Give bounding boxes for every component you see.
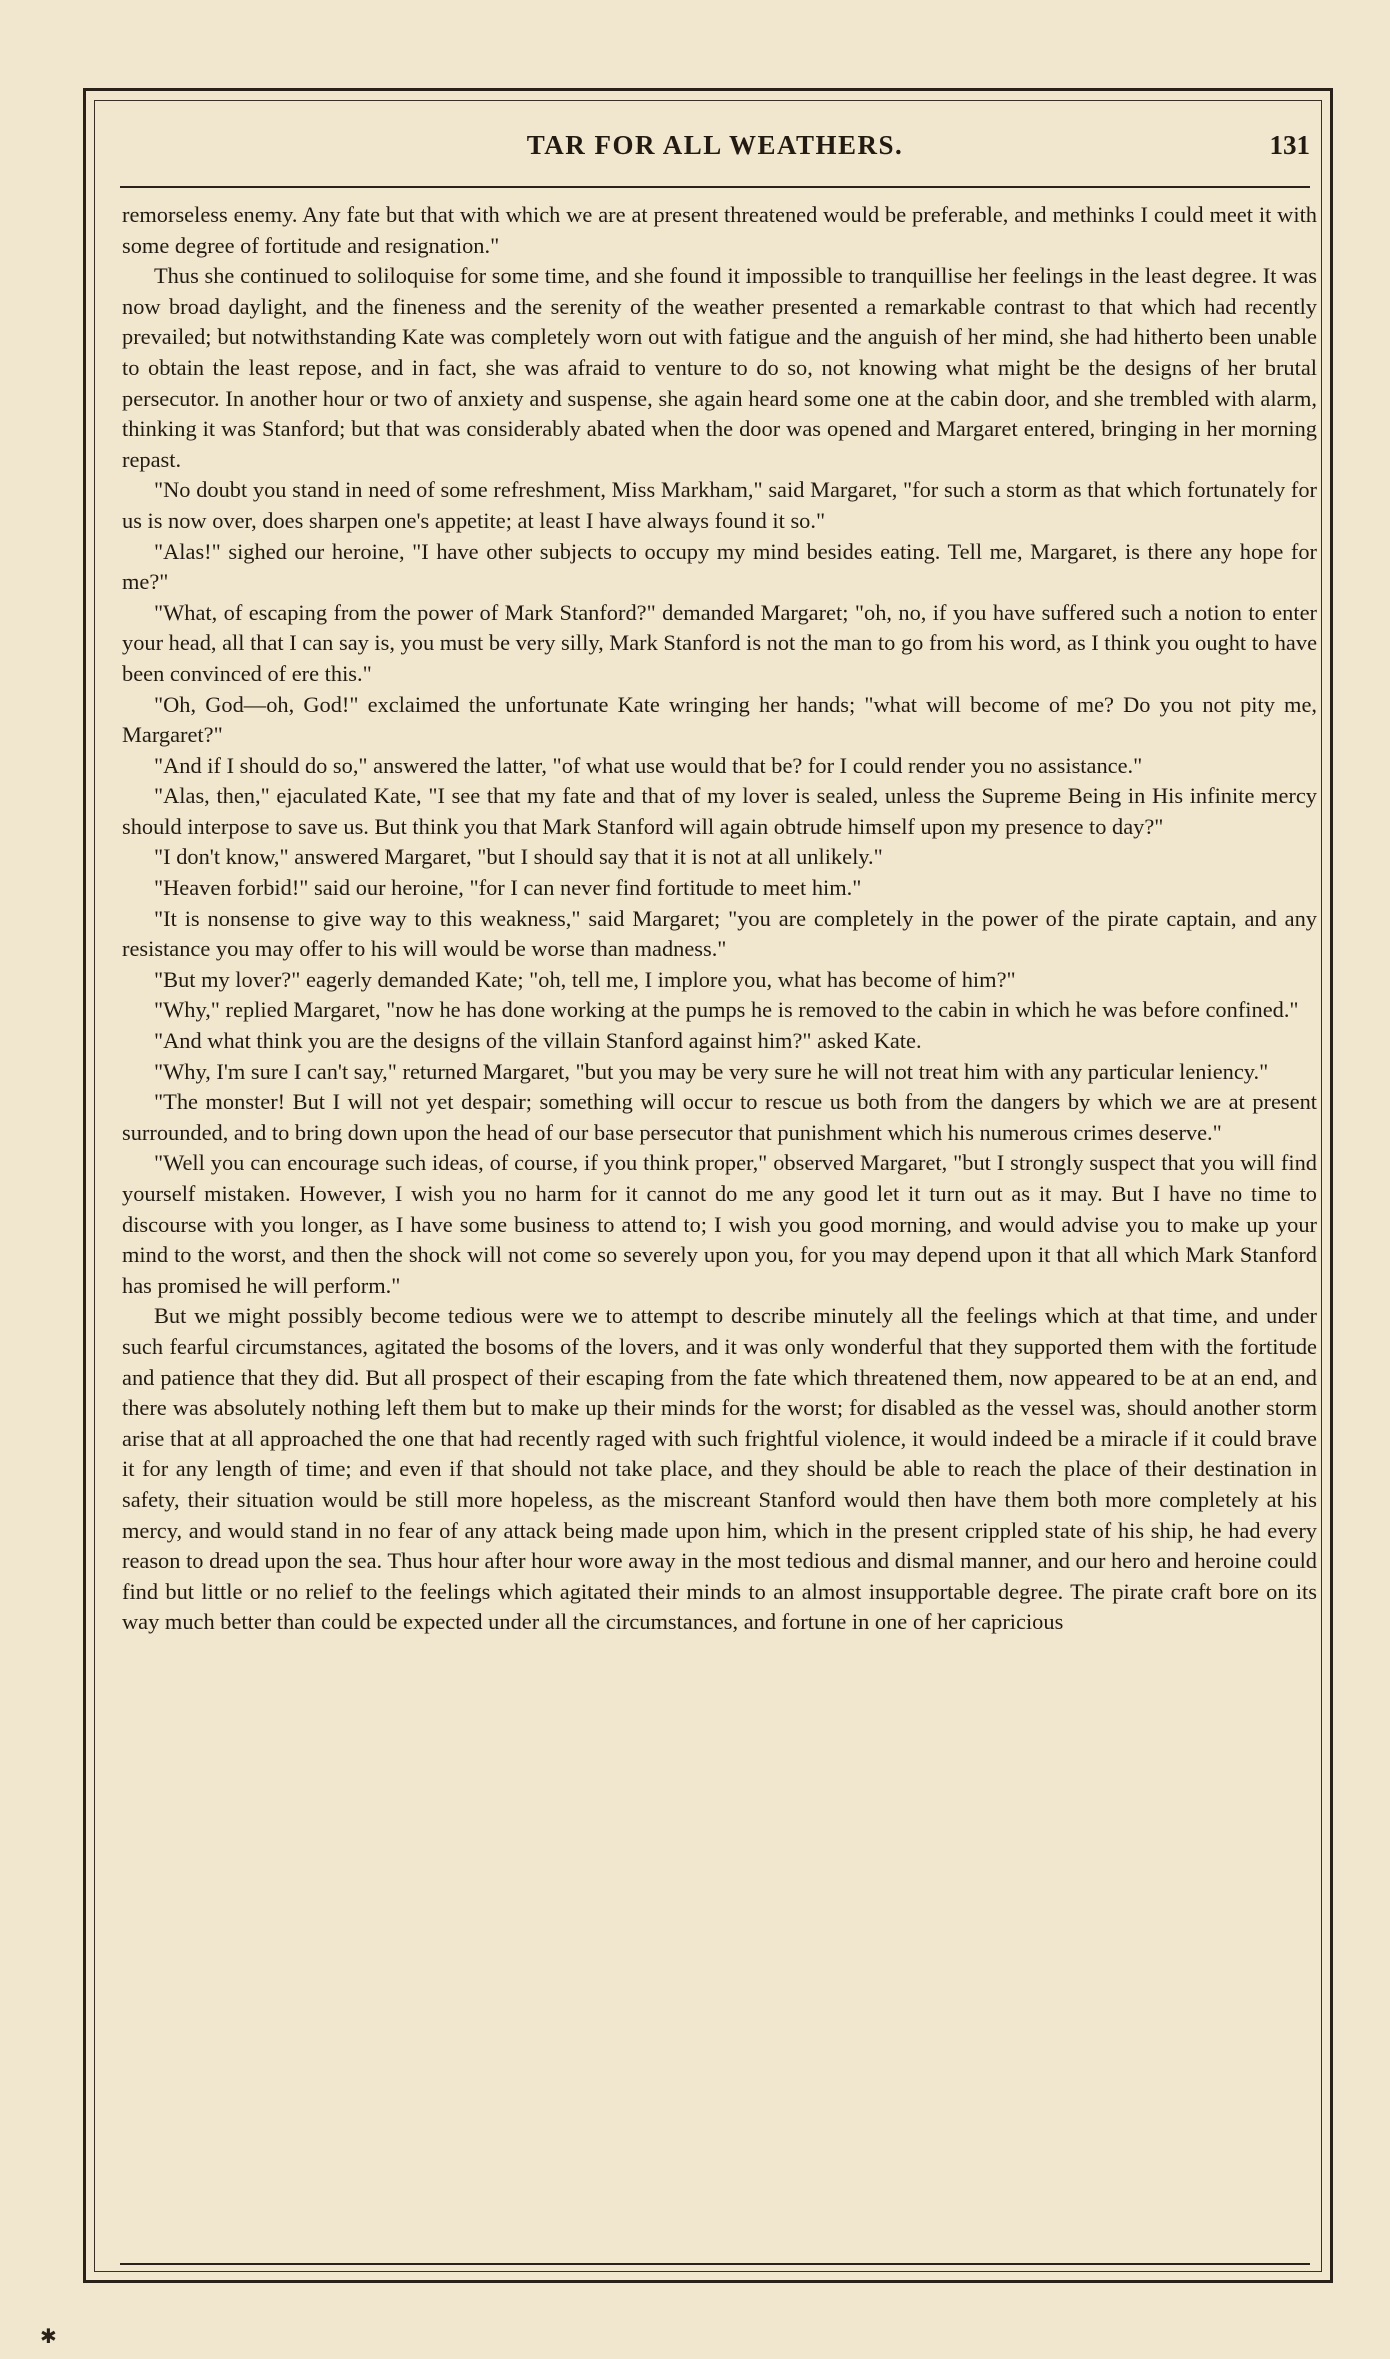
paragraph: "No doubt you stand in need of some refreshment, Miss Markham," said Margaret, "for such a storm as that which fortunately for us is now over, does sharpen one's appetite; at least I have always found it so." [122,477,1317,533]
paragraph: "The monster! But I will not yet despair; something will occur to rescue us both from the dangers by which we are at present surrounded, and to bring down upon the head of our base persecutor that punishment which his numerous crimes deserve." [122,1089,1317,1145]
running-title: TAR FOR ALL WEATHERS. [526,130,904,160]
page-number: 131 [1269,130,1310,160]
paragraph: remorseless enemy. Any fate but that with which we are at present threatened would be preferable, and methinks I could meet it with some degree of fortitude and resignation." [122,202,1317,258]
header-rule [120,186,1310,188]
page-header [120,130,1310,172]
paragraph: "Heaven forbid!" said our heroine, "for I can never find fortitude to meet him." [154,875,862,901]
margin-speck: ✱ [40,2326,57,2348]
paragraph: "Why, I'm sure I can't say," returned Margaret, "but you may be very sure he will not treat him with any particular leniency." [154,1058,1269,1084]
paragraph: "And if I should do so," answered the latter, "of what use would that be? for I could render you no assistance." [154,752,1143,778]
footer-rule [120,2263,1310,2265]
paragraph: "And what think you are the designs of the villain Stanford against him?" asked Kate. [154,1028,922,1054]
paragraph: "It is nonsense to give way to this weakness," said Margaret; "you are completely in the power of the pirate captain, and any resistance you may offer to his will would be worse than madness." [122,905,1317,962]
paragraph: "But my lover?" eagerly demanded Kate; "oh, tell me, I implore you, what has become of him?" [154,966,1016,992]
paragraph: "Well you can encourage such ideas, of course, if you think proper," observed Margaret, "but I strongly suspect that you will find yourself mistaken. However, I wish you no harm for it cannot do me any good let it turn out as it may. But I have no time to discourse with you longer, as I have some business to attend to; I wish you good morning, and would advise you to make up your mind to the worst, and then the shock will not come so severely upon you, for you may depend upon it that all which Mark Stanford has promised he will perform." [122,1150,1317,1298]
paragraph: "Alas!" sighed our heroine, "I have other subjects to occupy my mind besides eating. Tell me, Margaret, is there any hope for me?" [122,538,1317,595]
paragraph: "What, of escaping from the power of Mark Stanford?" demanded Margaret; "oh, no, if you have suffered such a notion to enter your head, all that I can say is, you must be very silly, Mark Stanford is not the man to go from his word, as I think you ought to have been convinced of ere this." [122,599,1318,686]
paragraph: "I don't know," answered Margaret, "but I should say that it is not at all unlikely." [154,844,883,870]
body-text [122,200,1317,2250]
paragraph: "Alas, then," ejaculated Kate, "I see that my fate and that of my lover is sealed, unless the Supreme Being in His infinite mercy should interpose to save us. But think you that Mark Stanford will again obtrude himself upon my presence to day?" [122,783,1317,839]
paragraph: But we might possibly become tedious were we to attempt to describe minutely all the feelings which at that time, and under such fearful circumstances, agitated the bosoms of the lovers, and it was only wonderful that they supported them with the fortitude and patience that they did. But all prospect of their escaping from the fate which threatened them, now appeared to be at an end, and there was absolutely nothing left them but to make up their minds for the worst; for disabled as the vessel was, should another storm arise that at all approached the one that had recently raged with such frightful violence, it would indeed be a miracle if it could brave it for any length of time; and even if that should not take place, and they should be able to reach the place of their destination in safety, their situation would be still more hopeless, as the miscreant Stanford would then have them both more completely at his mercy, and would stand in no fear of any attack being made upon him, which in the present crippled state of his ship, he had every reason to dread upon the sea. Thus hour after hour wore away in the most tedious and dismal manner, and our hero and heroine could find but little or no relief to the feelings which agitated their minds to an almost insupportable degree. The pirate craft bore on its way much better than could be expected under all the circumstances, and fortune in one of her capricious [122,1303,1317,1635]
paragraph: Thus she continued to soliloquise for some time, and she found it impossible to tranquillise her feelings in the least degree. It was now broad daylight, and the fineness and the serenity of the weather presented a remarkable contrast to that which had recently prevailed; but notwithstanding Kate was completely worn out with fatigue and the anguish of her mind, she had hitherto been unable to obtain the least repose, and in fact, she was afraid to venture to do so, not knowing what might be the designs of her brutal persecutor. In another hour or two of anxiety and suspense, she again heard some one at the cabin door, and she trembled with alarm, thinking it was Stanford; but that was considerably abated when the door was opened and Margaret entered, bringing in her morning repast. [122,263,1317,472]
paragraph: "Why," replied Margaret, "now he has done working at the pumps he is removed to the cabin in which he was before confined." [154,997,1299,1023]
paragraph: "Oh, God—oh, God!" exclaimed the unfortunate Kate wringing her hands; "what will become of me? Do you not pity me, Margaret?" [122,691,1317,748]
